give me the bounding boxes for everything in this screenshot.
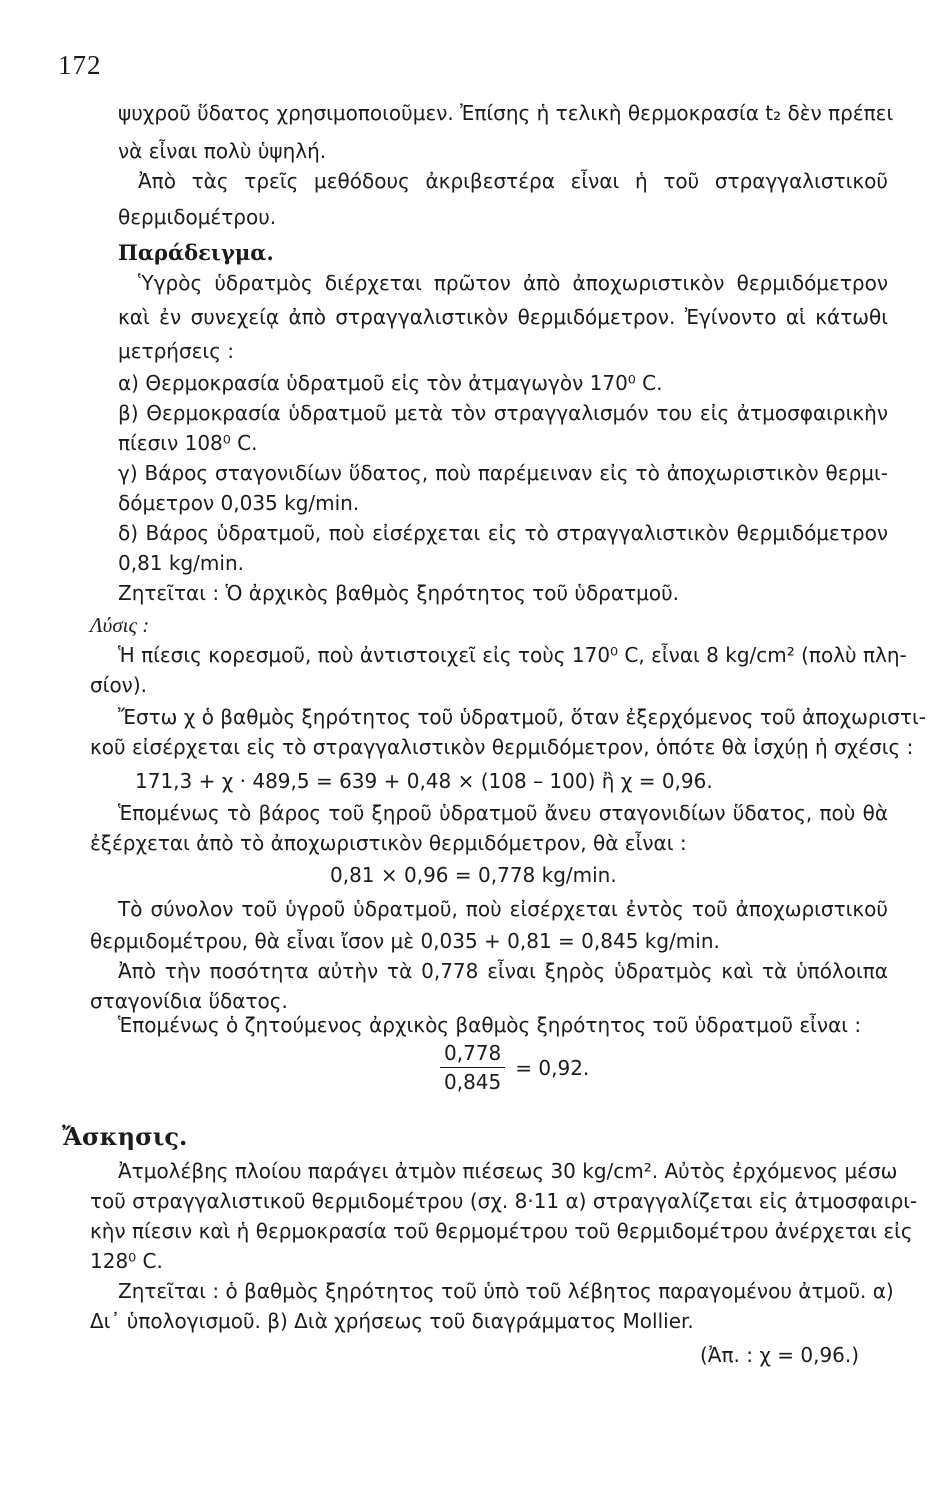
example-heading: Παράδειγμα. bbox=[118, 240, 274, 265]
text-line-30: Ἑπομένως ὁ ζητούμενος ἀρχικὸς βαθμὸς ξηρότητος τοῦ ὑδρατμοῦ εἶναι : bbox=[118, 1013, 862, 1037]
item-d-cont: 0,81 kg/min. bbox=[118, 551, 244, 575]
text-line-29: σταγονίδια ὕδατος. bbox=[90, 989, 288, 1013]
page-number: 172 bbox=[58, 50, 102, 80]
text-line-23: Ἑπομένως τὸ βάρος τοῦ ξηροῦ ὑδρατμοῦ ἄνευ σταγονιδίων ὕδατος, ποὺ θὰ bbox=[118, 801, 888, 825]
text-line-36: Ζητεῖται : ὁ βαθμὸς ξηρότητος τοῦ ὑπὸ τοῦ λέβητος παραγομένου ἀτμοῦ. α) bbox=[118, 1279, 894, 1303]
fraction-stack bbox=[440, 1040, 505, 1095]
item-c: γ) Βάρος σταγονιδίων ὕδατος, ποὺ παρέμειναν εἰς τὸ ἀποχωριστικὸν θερμι- bbox=[118, 461, 888, 485]
item-d: δ) Βάρος ὑδρατμοῦ, ποὺ εἰσέρχεται εἰς τὸ στραγγαλιστικὸν θερμιδόμετρον bbox=[118, 521, 888, 545]
text-line-18: Ἡ πίεσις κορεσμοῦ, ποὺ ἀντιστοιχεῖ εἰς τοὺς 170⁰ C, εἶναι 8 kg/cm² (πολὺ πλη- bbox=[118, 643, 907, 667]
solution-heading: Λύσις : bbox=[90, 613, 150, 637]
text-line-35: 128⁰ C. bbox=[90, 1249, 163, 1273]
item-a: α) Θερμοκρασία ὑδρατμοῦ εἰς τὸν ἀτμαγωγὸν 170⁰ C. bbox=[118, 371, 663, 395]
item-b-cont: πίεσιν 108⁰ C. bbox=[118, 431, 258, 455]
text-line-28: Ἀπὸ τὴν ποσότητα αὐτὴν τὰ 0,778 εἶναι ξηρὸς ὑδρατμὸς καὶ τὰ ὑπόλοιπα bbox=[118, 959, 888, 983]
text-line-27: θερμιδομέτρου, θὰ εἶναι ἴσον μὲ 0,035 + 0,81 = 0,845 kg/min. bbox=[90, 929, 720, 953]
text-line-2: νὰ εἶναι πολὺ ὑψηλή. bbox=[118, 139, 327, 163]
text-line-3: Ἀπὸ τὰς τρεῖς μεθόδους ἀκριβεστέρα εἶναι ἡ τοῦ στραγγαλιστικοῦ bbox=[138, 169, 888, 193]
text-line-24: ἐξέρχεται ἀπὸ τὸ ἀποχωριστικὸν θερμιδόμετρον, θὰ εἶναι : bbox=[90, 831, 687, 855]
item-c-cont: δόμετρον 0,035 kg/min. bbox=[118, 491, 360, 515]
result-fraction bbox=[440, 1040, 589, 1095]
text-line-19: σίον). bbox=[90, 673, 148, 697]
equation-1: 171,3 + χ · 489,5 = 639 + 0,48 × (108 – 100) ἢ χ = 0,96. bbox=[135, 769, 713, 793]
text-line-26: Τὸ σύνολον τοῦ ὑγροῦ ὑδρατμοῦ, ποὺ εἰσέρχεται ἐντὸς τοῦ ἀποχωριστικοῦ bbox=[118, 897, 888, 921]
exercise-heading: Ἄσκησις. bbox=[62, 1122, 188, 1151]
text-line-37: Δι᾿ ὑπολογισμοῦ. β) Διὰ χρήσεως τοῦ διαγράμματος Mollier. bbox=[90, 1309, 694, 1333]
text-line-33: τοῦ στραγγαλιστικοῦ θερμιδομέτρου (σχ. 8·11 α) στραγγαλίζεται εἰς ἀτμοσφαιρι- bbox=[90, 1189, 918, 1213]
text-line-32: Ἀτμολέβης πλοίου παράγει ἀτμὸν πιέσεως 30 kg/cm². Αὐτὸς ἐρχόμενος μέσω bbox=[118, 1159, 898, 1183]
fraction-result: = 0,92. bbox=[515, 1055, 590, 1080]
text-line-7: καὶ ἐν συνεχείᾳ ἀπὸ στραγγαλιστικὸν θερμιδόμετρον. Ἐγίνοντο αἱ κάτωθι bbox=[118, 305, 888, 329]
equation-2: 0,81 × 0,96 = 0,778 kg/min. bbox=[330, 863, 617, 887]
text-line-20: Ἔστω χ ὁ βαθμὸς ξηρότητος τοῦ ὑδρατμοῦ, ὅταν ἐξερχόμενος τοῦ ἀποχωριστι- bbox=[118, 705, 926, 729]
item-b: β) Θερμοκρασία ὑδρατμοῦ μετὰ τὸν στραγγαλισμόν του εἰς ἀτμοσφαιρικὴν bbox=[118, 401, 888, 425]
text-line-8: μετρήσεις : bbox=[118, 339, 235, 363]
fraction-denominator: 0,845 bbox=[444, 1070, 502, 1094]
fraction-numerator: 0,778 bbox=[440, 1040, 505, 1068]
text-line-6: Ὑγρὸς ὑδρατμὸς διέρχεται πρῶτον ἀπὸ ἀποχωριστικὸν θερμιδόμετρον bbox=[138, 271, 888, 295]
answer-line: (Ἀπ. : χ = 0,96.) bbox=[700, 1343, 860, 1367]
text-line-21: κοῦ εἰσέρχεται εἰς τὸ στραγγαλιστικὸν θερμιδόμετρον, ὁπότε θὰ ἰσχύῃ ἡ σχέσις : bbox=[90, 735, 914, 759]
text-line-4: θερμιδομέτρου. bbox=[118, 205, 277, 229]
text-line-34: κὴν πίεσιν καὶ ἡ θερμοκρασία τοῦ θερμομέτρου τοῦ θερμιδομέτρου ἀνέρχεται εἰς bbox=[90, 1219, 913, 1243]
question-line: Ζητεῖται : Ὁ ἀρχικὸς βαθμὸς ξηρότητος τοῦ ὑδρατμοῦ. bbox=[118, 581, 679, 605]
text-line-1: ψυχροῦ ὕδατος χρησιμοποιοῦμεν. Ἐπίσης ἡ τελικὴ θερμοκρασία t₂ δὲν πρέπει bbox=[118, 101, 894, 125]
